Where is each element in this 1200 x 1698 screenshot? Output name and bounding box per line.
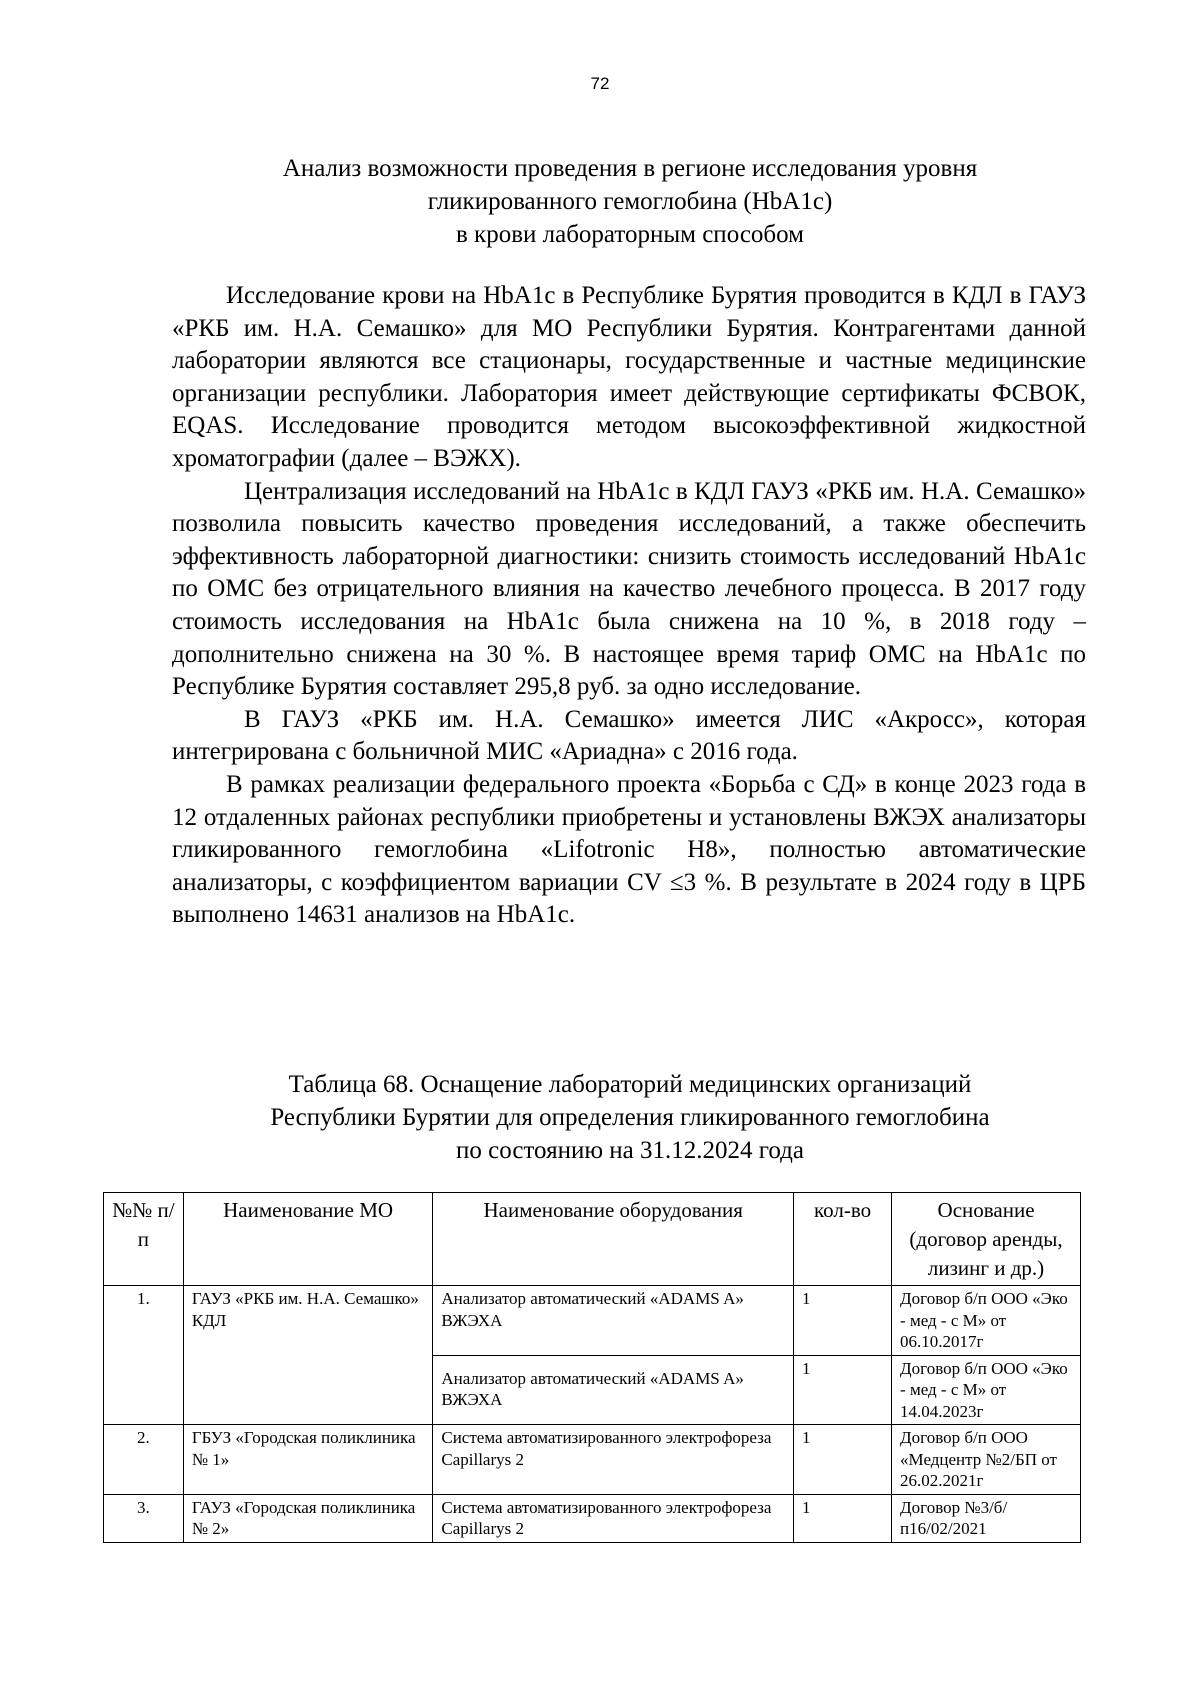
- section-title-line: в крови лабораторным способом: [456, 221, 804, 248]
- cell-num: 1.: [104, 1286, 184, 1425]
- body-text: [172, 280, 1086, 932]
- cell-mo: ГАУЗ «Городская поликлиника № 2»: [183, 1494, 433, 1542]
- cell-equipment-text: Анализатор автоматический «ADAMS A» ВЖЭХА: [441, 1368, 744, 1409]
- paragraph: Исследование крови на HbA1c в Республике Бурятия проводится в КДЛ в ГАУЗ «РКБ им. Н.А. Семашко» для МО Республики Бурятия. Контрагентами данной лаборатории являются все стационары, государственные и частные медицинские организации республики. Лаборатория имеет действующие сертификаты ФСВОК, EQAS. Исследование проводится методом высокоэффективной жидкостной хроматографии (далее – ВЭЖХ).: [172, 282, 1086, 472]
- header-num: №№ п/п: [104, 1193, 184, 1286]
- header-qty: кол-во: [794, 1193, 892, 1286]
- cell-mo: ГАУЗ «РКБ им. Н.А. Семашко» КДЛ: [183, 1286, 433, 1425]
- table-caption-line: Республики Бурятии для определения гликированного гемоглобина: [270, 1104, 990, 1131]
- cell-basis: Договор №3/б/п16/02/2021: [892, 1494, 1081, 1542]
- section-title-line: гликированного гемоглобина (HbA1c): [427, 188, 833, 215]
- cell-equipment: Система автоматизированного электрофореза Capillarys 2: [433, 1425, 794, 1495]
- page-number: 72: [590, 74, 610, 93]
- cell-qty: 1: [794, 1355, 892, 1425]
- cell-num: 2.: [104, 1425, 184, 1495]
- cell-qty: 1: [794, 1286, 892, 1356]
- paragraph: В ГАУЗ «РКБ им. Н.А. Семашко» имеется ЛИС «Акросс», которая интегрирована с больничной МИС «Ариадна» с 2016 года.: [172, 705, 1086, 766]
- table-caption: [170, 1068, 1090, 1167]
- cell-equipment: Анализатор автоматический «ADAMS A» ВЖЭХА: [433, 1286, 794, 1356]
- cell-qty: 1: [794, 1425, 892, 1495]
- table-header-row: [104, 1193, 1081, 1286]
- paragraph: В рамках реализации федерального проекта «Борьба с СД» в конце 2023 года в 12 отдаленных районах республики приобретены и установлены ВЖЭХ анализаторы гликированного гемоглобина «Lifotronic H8», полностью автоматические анализаторы, с коэффициентом вариации CV ≤3 %. В результате в 2024 году в ЦРБ выполнено 14631 анализов на HbA1c.: [172, 770, 1086, 929]
- header-basis: Основание (договор аренды, лизинг и др.): [892, 1193, 1081, 1286]
- cell-basis: Договор б/п ООО «Эко - мед - с М» от 14.04.2023г: [892, 1355, 1081, 1425]
- section-title: [170, 152, 1090, 251]
- cell-qty: 1: [794, 1494, 892, 1542]
- header-mo: Наименование МО: [183, 1193, 433, 1286]
- table-caption-line: Таблица 68. Оснащение лабораторий медицинских организаций: [288, 1071, 972, 1098]
- table-row: [104, 1494, 1081, 1542]
- cell-basis: Договор б/п ООО «Медцентр №2/БП от 26.02.2021г: [892, 1425, 1081, 1495]
- cell-mo: ГБУЗ «Городская поликлиника № 1»: [183, 1425, 433, 1495]
- table-row: [104, 1286, 1081, 1356]
- cell-equipment: Система автоматизированного электрофореза Capillarys 2: [433, 1494, 794, 1542]
- table-caption-line: по состоянию на 31.12.2024 года: [456, 1137, 804, 1164]
- header-equipment: Наименование оборудования: [433, 1193, 794, 1286]
- section-title-line: Анализ возможности проведения в регионе исследования уровня: [282, 155, 978, 182]
- cell-basis: Договор б/п ООО «Эко - мед - с М» от 06.10.2017г: [892, 1286, 1081, 1356]
- cell-equipment: [433, 1355, 794, 1425]
- equipment-table: [103, 1192, 1081, 1543]
- paragraph: Централизация исследований на HbA1c в КДЛ ГАУЗ «РКБ им. Н.А. Семашко» позволила повысить качество проведения исследований, а также обеспечить эффективность лабораторной диагностики: снизить стоимость исследований HbA1c по ОМС без отрицательного влияния на качество лечебного процесса. В 2017 году стоимость исследования на HbA1c была снижена на 10 %, в 2018 году – дополнительно снижена на 30 %. В настоящее время тариф ОМС на HbA1c по Республике Бурятия составляет 295,8 руб. за одно исследование.: [172, 477, 1086, 701]
- cell-num: 3.: [104, 1494, 184, 1542]
- table-row: [104, 1425, 1081, 1495]
